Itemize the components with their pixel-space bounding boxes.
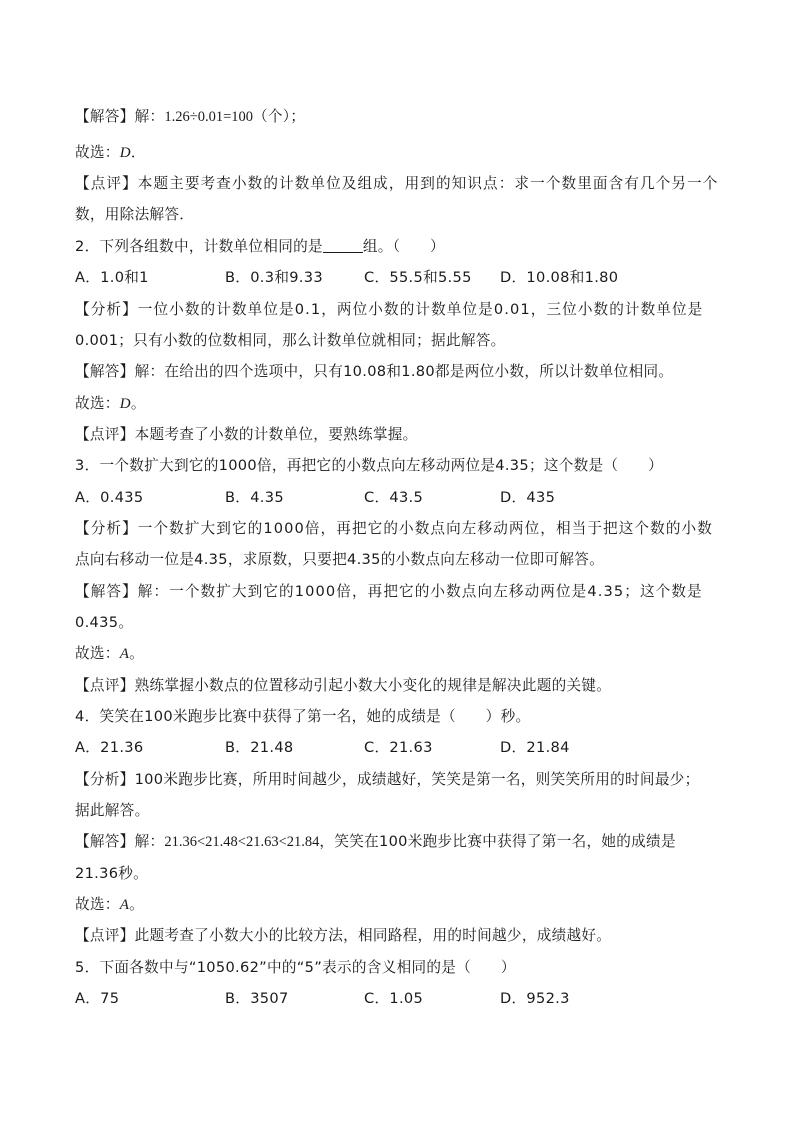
text-segment: A xyxy=(119,646,130,662)
text-segment: 点向右移动一位是4.35，求原数，只要把4.35的小数点向左移动一位即可解答。 xyxy=(75,551,605,568)
text-segment: 。 xyxy=(129,896,145,913)
option-d: D．21.84 xyxy=(500,739,570,756)
option-c: C．55.5和5.55 xyxy=(364,269,472,286)
text-segment: 【点评】本题考查了小数的计数单位，要熟练掌握。 xyxy=(75,426,418,443)
text-segment: 【点评】熟练掌握小数点的位置移动引起小数大小变化的规律是解决此题的关键。 xyxy=(75,677,612,694)
option-d: D．952.3 xyxy=(500,990,570,1007)
answer-line-q3-cont xyxy=(75,613,735,633)
option-a: A．1.0和1 xyxy=(75,269,149,286)
text-segment: 【点评】此题考查了小数大小的比较方法，相同路程，用的时间越少，成绩越好。 xyxy=(75,927,612,944)
option-b: B．4.35 xyxy=(225,489,284,506)
text-segment: D xyxy=(119,396,131,412)
comment-line-q1-cont xyxy=(75,205,735,225)
option-c: C．21.63 xyxy=(364,739,433,756)
option-b: B．0.3和9.33 xyxy=(225,269,323,286)
choice-line-q1 xyxy=(75,143,735,163)
text-segment: 。 xyxy=(130,395,146,412)
question-2 xyxy=(75,237,735,257)
math-expression: 21.36<21.48<21.63<21.84 xyxy=(164,834,320,850)
text-segment: 组。（ ） xyxy=(362,238,445,255)
text-segment: A xyxy=(119,897,130,913)
question-3 xyxy=(75,456,735,476)
option-d: D．435 xyxy=(500,489,556,506)
text-segment: 【分析】100米跑步比赛，所用时间越少，成绩越好，笑笑是第一名，则笑笑所用的时间最少； xyxy=(75,771,700,788)
option-a: A．21.36 xyxy=(75,739,144,756)
text-segment: 0.435。 xyxy=(75,614,134,631)
text-segment: 据此解答。 xyxy=(75,802,150,819)
comment-line-q3 xyxy=(75,676,735,696)
text-segment: 【解答】解：在给出的四个选项中，只有10.08和1.80都是两位小数，所以计数单位相同。 xyxy=(75,363,674,380)
analysis-line-q2-cont xyxy=(75,331,735,351)
question-4 xyxy=(75,707,735,727)
answer-blank xyxy=(323,238,363,253)
text-segment: 4．笑笑在100米跑步比赛中获得了第一名，她的成绩是（ ）秒。 xyxy=(75,708,531,725)
choice-line-q3 xyxy=(75,644,735,664)
answer-line-q4 xyxy=(75,832,735,852)
answer-line-q1 xyxy=(75,107,735,127)
text-segment: ． xyxy=(130,144,146,161)
comment-line-q4 xyxy=(75,926,735,946)
choice-line-q4 xyxy=(75,895,735,915)
choice-line-q2 xyxy=(75,394,735,414)
text-segment: （个）； xyxy=(253,108,306,125)
text-segment: 【点评】本题主要考查小数的计数单位及组成，用到的知识点：求一个数里面含有几个另一个 xyxy=(75,175,719,192)
comment-line-q2 xyxy=(75,425,735,445)
answer-line-q2 xyxy=(75,362,735,382)
text-segment: 21.36秒。 xyxy=(75,865,149,882)
text-segment: 。 xyxy=(129,645,145,662)
option-a: A．75 xyxy=(75,990,120,1007)
option-c: C．43.5 xyxy=(364,489,424,506)
answer-line-q3 xyxy=(75,582,735,602)
comment-line-q1 xyxy=(75,174,735,194)
text-segment: 【解答】解： xyxy=(75,833,165,850)
text-segment: 故选： xyxy=(75,144,120,161)
analysis-line-q2 xyxy=(75,300,735,320)
text-segment: 0.001；只有小数的位数相同，那么计数单位就相同；据此解答。 xyxy=(75,332,506,349)
math-expression: 1.26÷0.01=100 xyxy=(164,109,254,125)
analysis-line-q3 xyxy=(75,519,735,539)
analysis-line-q4-cont xyxy=(75,801,735,821)
option-c: C．1.05 xyxy=(364,990,424,1007)
text-segment: 数，用除法解答． xyxy=(75,206,195,223)
text-segment: 2．下列各组数中，计数单位相同的是 xyxy=(75,238,323,255)
text-segment: 【解答】解：一个数扩大到它的1000倍，再把它的小数点向左移动两位是4.35；这个数是 xyxy=(75,583,703,600)
option-b: B．3507 xyxy=(225,990,289,1007)
text-segment: 故选： xyxy=(75,645,120,662)
text-segment: D xyxy=(119,145,131,161)
option-a: A．0.435 xyxy=(75,489,144,506)
text-segment: 【分析】一位小数的计数单位是0.1，两位小数的计数单位是0.01，三位小数的计数单位是 xyxy=(75,301,704,318)
analysis-line-q3-cont xyxy=(75,550,735,570)
analysis-line-q4 xyxy=(75,770,735,790)
text-segment: 【解答】解： xyxy=(75,108,165,125)
text-segment: 故选： xyxy=(75,896,120,913)
text-segment: 3．一个数扩大到它的1000倍，再把它的小数点向左移动两位是4.35；这个数是（ ） xyxy=(75,457,664,474)
option-d: D．10.08和1.80 xyxy=(500,269,619,286)
question-5 xyxy=(75,958,735,978)
text-segment: 故选： xyxy=(75,395,120,412)
text-segment: ，笑笑在100米跑步比赛中获得了第一名，她的成绩是 xyxy=(319,833,676,850)
text-segment: 5．下面各数中与“1050.62”中的“5”表示的含义相同的是（ ） xyxy=(75,959,516,976)
answer-line-q4-cont xyxy=(75,864,735,884)
text-segment: 【分析】一个数扩大到它的1000倍，再把它的小数点向左移动两位，相当于把这个数的小数 xyxy=(75,520,713,537)
option-b: B．21.48 xyxy=(225,739,294,756)
